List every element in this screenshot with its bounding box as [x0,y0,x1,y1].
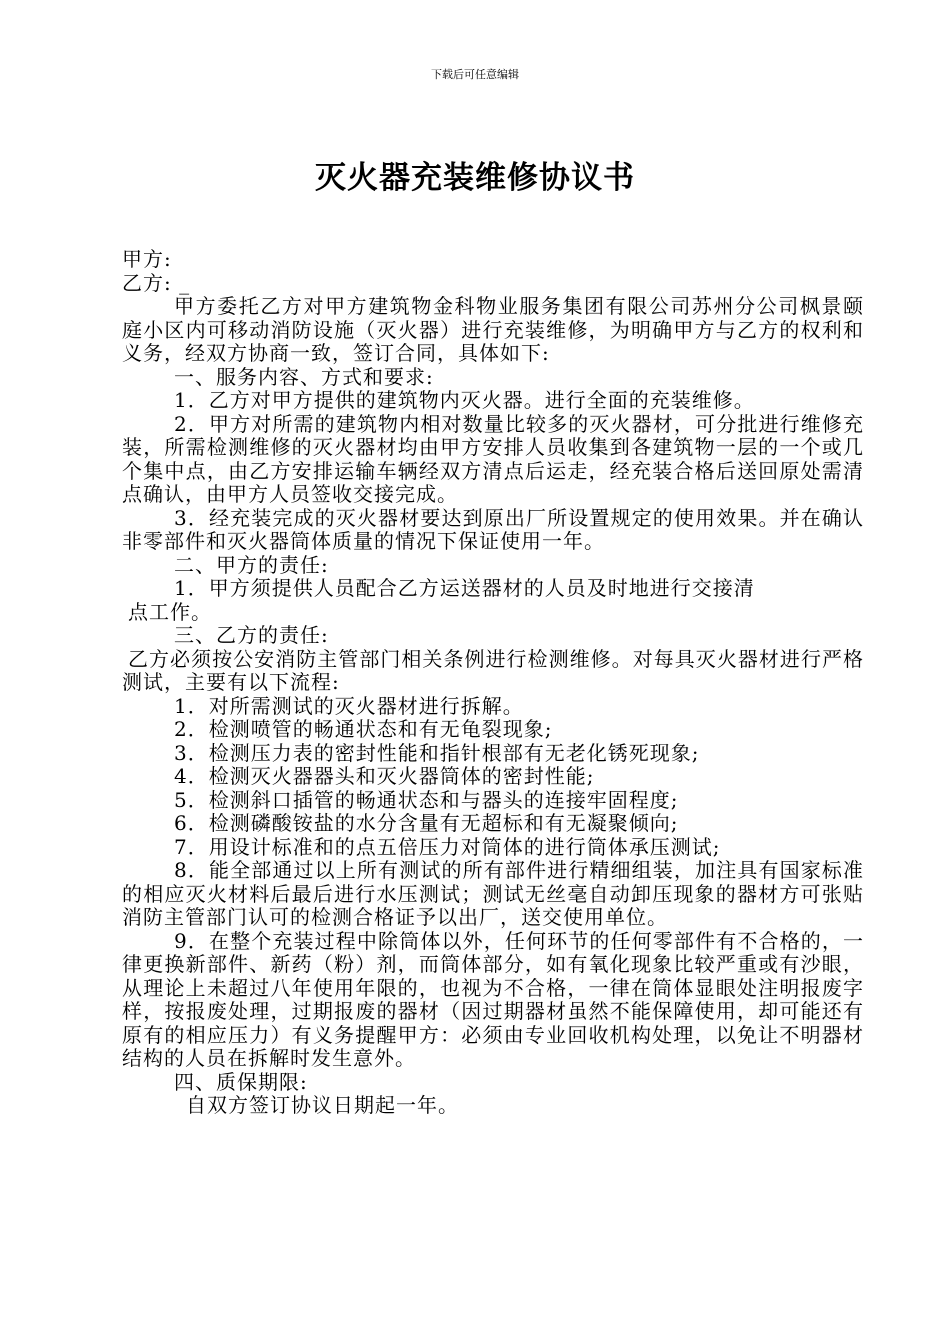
section-1-heading: 一、服务内容、方式和要求: [174,364,434,389]
section-2-item-1-line-2: 点工作。 [128,599,212,624]
section-3-item-3: 3．检测压力表的密封性能和指针根部有无老化锈死现象; [174,740,700,765]
section-3-item-8: 8．能全部通过以上所有测试的所有部件进行精细组装，加注具有国家标准的相应灭火材料后最后进行水压测试；测试无丝毫自动卸压现象的器材方可张贴消防主管部门认可的检测合格证予以出厂，送交使用单位。 [122,858,864,929]
section-1-item-3: 3．经充装完成的灭火器材要达到原出厂所设置规定的使用效果。并在确认非零部件和灭火器筒体质量的情况下保证使用一年。 [122,505,864,553]
section-3-heading: 三、乙方的责任: [174,623,329,647]
document-title: 灭火器充装维修协议书 [315,160,635,196]
party-a-line: 甲方: [122,247,172,271]
section-3-item-5: 5．检测斜口插管的畅通状态和与器头的连接牢固程度; [174,787,679,812]
section-3-item-1: 1．对所需测试的灭火器材进行拆解。 [174,693,524,718]
section-3-item-2: 2．检测喷管的畅通状态和有无龟裂现象; [174,717,553,741]
header-note: 下载后可任意编辑 [431,68,519,81]
section-1-item-1: 1．乙方对甲方提供的建筑物内灭火器。进行全面的充装维修。 [174,388,755,412]
document-body [122,248,864,1118]
section-4-heading: 四、质保期限: [174,1069,308,1094]
section-3-item-4: 4．检测灭火器器头和灭火器筒体的密封性能; [174,764,595,788]
section-2-heading: 二、甲方的责任: [174,552,329,577]
section-1-item-2: 2．甲方对所需的建筑物内相对数量比较多的灭火器材，可分批进行维修充装，所需检测维修的灭火器材均由甲方安排人员收集到各建筑物一层的一个或几个集中点，由乙方安排运输车辆经双方清点后运走，经充装合格后送回原处需清点确认，由甲方人员签收交接完成。 [122,411,864,506]
section-3-item-9: 9．在整个充装过程中除筒体以外，任何环节的任何零部件有不合格的，一律更换新部件、新药（粉）剂，而筒体部分，如有氧化现象比较严重或有沙眼，从理论上未超过八年使用年限的，也视为不合格，一律在筒体显眼处注明报废字样，按报废处理，过期报废的器材（因过期器材虽然不能保障使用，却可能还有原有的相应压力）有义务提醒甲方：必须由专业回收机构处理，以免让不明器材结构的人员在拆解时发生意外。 [122,928,864,1070]
party-b-line: 乙方: _ [122,270,191,295]
section-3-item-7: 7．用设计标准和的点五倍压力对筒体的进行筒体承压测试; [174,834,721,859]
section-3-intro: 乙方必须按公安消防主管部门相关条例进行检测维修。对每具灭火器材进行严格测试，主要有以下流程: [122,646,864,694]
intro-paragraph: 甲方委托乙方对甲方建筑物金科物业服务集团有限公司苏州分公司枫景颐庭小区内可移动消防设施（灭火器）进行充装维修，为明确甲方与乙方的权利和义务，经双方协商一致，签订合同，具体如下: [122,294,864,365]
section-3-item-6: 6．检测磷酸铵盐的水分含量有无超标和有无凝聚倾向; [174,811,679,835]
section-4-text: 自双方签订协议日期起一年。 [186,1093,459,1117]
section-2-item-1-line-1: 1．甲方须提供人员配合乙方运送器材的人员及时地进行交接清 [174,576,755,600]
